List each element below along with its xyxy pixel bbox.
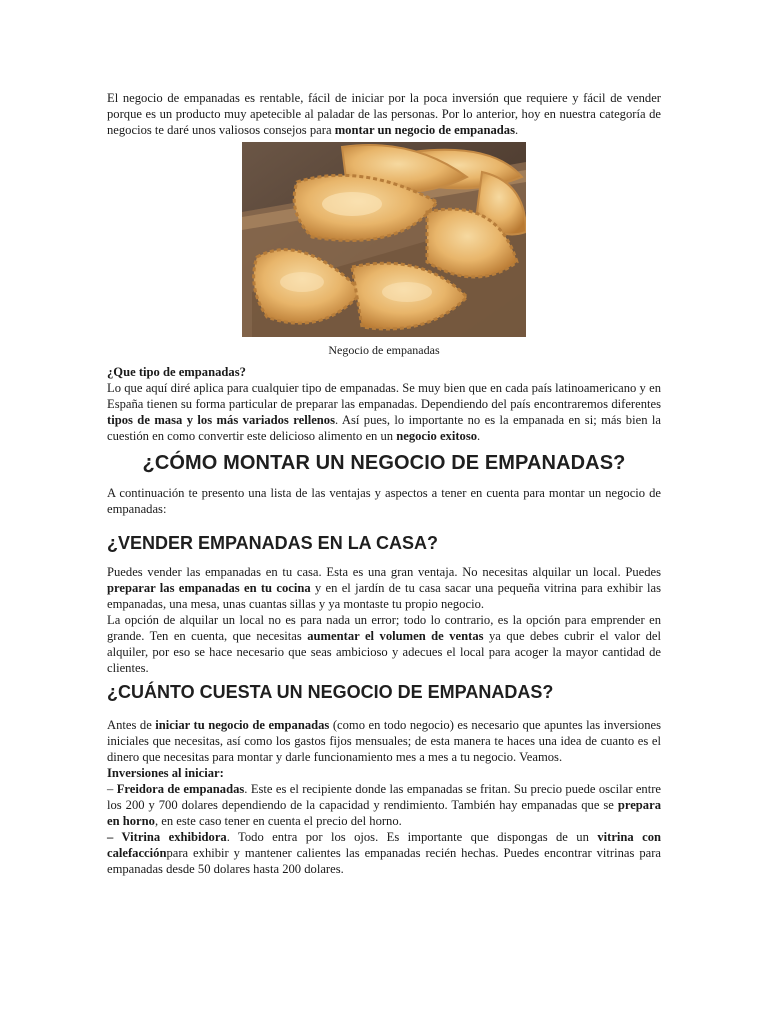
vender-p2-strong: aumentar el volumen de ventas (307, 629, 484, 643)
vender-p1-text-b: y en el jardín de tu casa sacar una pequeña vitrina para exhibir las empanadas, una mesa, unas cuantas sillas y ya montaste tu propio negocio. (107, 581, 661, 611)
freidora-strong: Freidora de empanadas (116, 782, 245, 796)
tipo-text-1: Lo que aquí diré aplica para cualquier tipo de empanadas. Se muy bien que en cada país latinoamericano y en España tienen su forma particular de preparar las empanadas. Dependiendo del país encontraremos diferentes (107, 381, 661, 411)
vender-p1-strong: preparar las empanadas en tu cocina (107, 581, 311, 595)
empanadas-photo (242, 142, 526, 337)
inversiones-heading: Inversiones al iniciar: (107, 766, 224, 780)
como-paragraph: A continuación te presento una lista de las ventajas y aspectos a tener en cuenta para montar un negocio de empanadas: (107, 486, 661, 516)
freidora-text-b: , en este caso tener en cuenta el precio del horno. (154, 814, 402, 828)
empanadas-figure (107, 142, 661, 358)
cuanto-p1-text-b: (como en todo negocio) es necesario que apuntes las inversiones iniciales que necesitas, así como los gastos fijos mensuales; de esta manera te haces una idea de cuanto es el dinero que necesitas para montar y darle funcionamiento mes a mes a tu negocio. Veamos. (107, 718, 661, 764)
list-dash: – (107, 782, 117, 796)
freidora-text-a: . Este es el recipiente donde las empanadas se fritan. Su precio puede oscilar entre los 200 y 700 dolares dependiendo de la capacidad y rendimiento. También hay empanadas que se (107, 782, 661, 812)
vitrina-text-a: . Todo entra por los ojos. Es importante que dispongas de un (226, 830, 598, 844)
cuanto-paragraph (107, 717, 661, 765)
vender-p1-text-a: Puedes vender las empanadas en tu casa. Esta es una gran ventaja. No necesitas alquilar un local. Puedes (107, 565, 661, 579)
tipo-strong-1: tipos de masa y los más variados rellenos (107, 413, 335, 427)
calefaccion-strong: vitrina con calefacción (107, 830, 662, 860)
tipo-text-3: . (477, 429, 481, 443)
tipo-strong-2: negocio exitoso (396, 429, 478, 443)
tipo-paragraph (107, 380, 661, 444)
article-body (107, 90, 661, 877)
cuanto-p1-strong: iniciar tu negocio de empanadas (155, 718, 330, 732)
intro-paragraph (107, 90, 661, 138)
intro-strong: montar un negocio de empanadas (334, 123, 515, 137)
list-item-freidora (107, 781, 661, 829)
tipo-heading: ¿Que tipo de empanadas? (107, 365, 246, 379)
vender-paragraph-1 (107, 564, 661, 612)
list-dash: – (107, 830, 122, 844)
cuanto-heading: ¿CUÁNTO CUESTA UN NEGOCIO DE EMPANADAS? (107, 682, 554, 702)
vitrina-strong: Vitrina exhibidora (121, 830, 227, 844)
vitrina-text-b: para exhibir y mantener calientes las empanadas recién hechas. Puedes encontrar vitrinas para empanadas desde 50 dolares hasta 200 dolares. (107, 846, 661, 876)
como-heading: ¿CÓMO MONTAR UN NEGOCIO DE EMPANADAS? (142, 452, 626, 474)
cuanto-p1-text-a: Antes de (107, 718, 156, 732)
list-item-vitrina (107, 829, 661, 877)
horno-strong: prepara en horno (107, 798, 661, 828)
vender-p2-text-b: ya que debes cubrir el valor del alquiler, por eso se hace necesario que seas ambicioso y adecues el local para acoger la mayor cantidad de clientes. (107, 629, 661, 675)
vender-p2-text-a: La opción de alquilar un local no es para nada un error; todo lo contrario, es la opción para emprender en grande. Ten en cuenta, que necesitas (107, 613, 661, 643)
vender-paragraph-2 (107, 612, 661, 676)
figure-caption: Negocio de empanadas (328, 343, 440, 357)
tipo-text-2: . Así pues, lo importante no es la empanada en si; más bien la cuestión en como convertir este delicioso alimento en un (107, 413, 661, 443)
intro-text: El negocio de empanadas es rentable, fácil de iniciar por la poca inversión que requiere y fácil de vender porque es un producto muy apetecible al paladar de las personas. Por lo anterior, hoy en nuestra categoría de negocios te daré unos valiosos consejos para (107, 91, 661, 137)
vender-heading: ¿VENDER EMPANADAS EN LA CASA? (107, 533, 439, 553)
intro-end: . (515, 123, 519, 137)
